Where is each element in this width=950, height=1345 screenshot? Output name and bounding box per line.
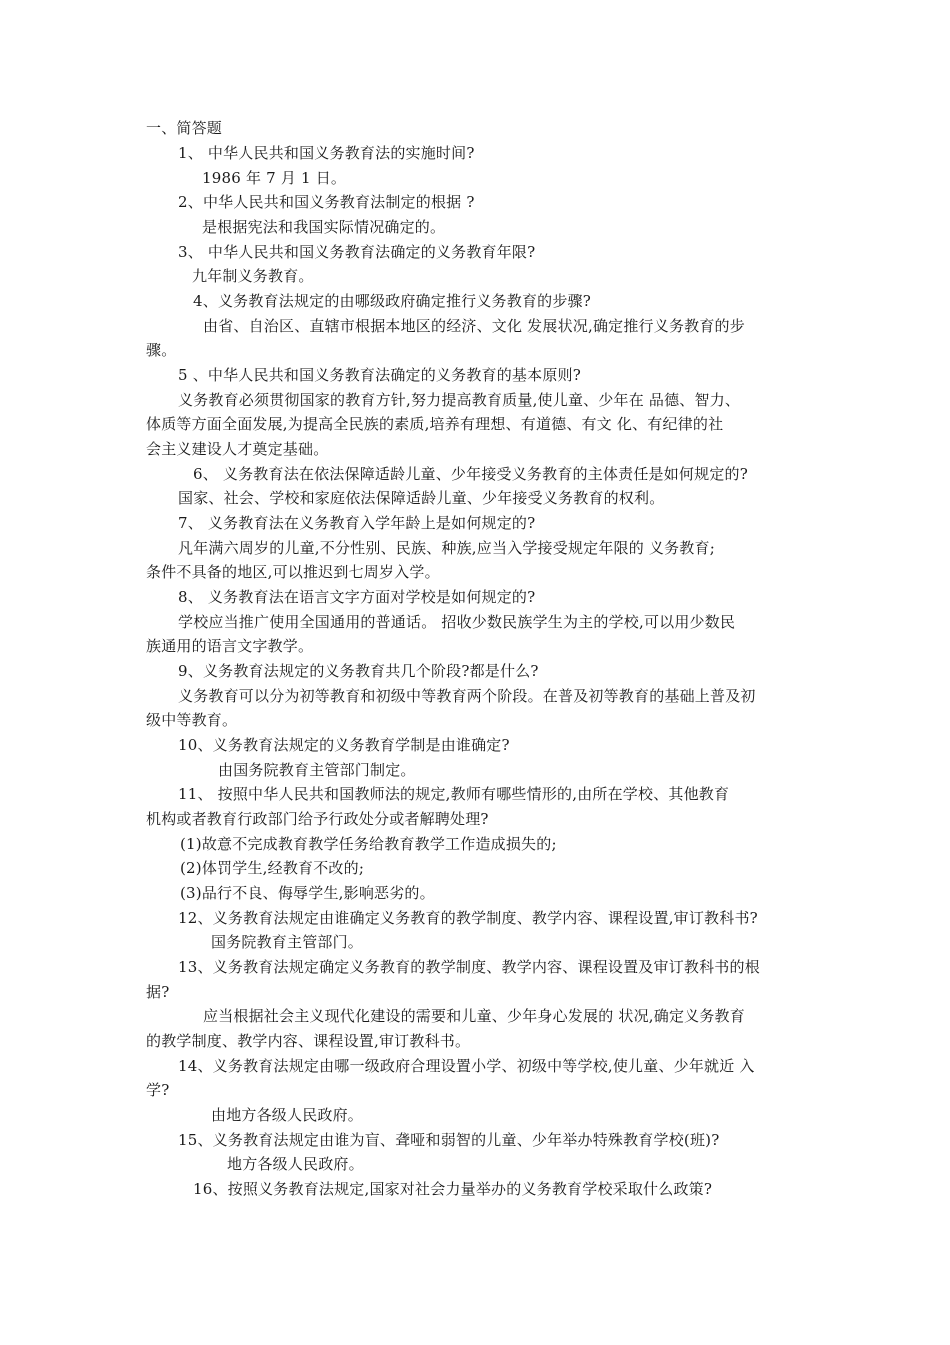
section-heading: 一、简答题: [146, 119, 223, 137]
answer-7-line-2: 条件不具备的地区,可以推迟到七周岁入学。: [146, 563, 440, 581]
question-2: 2、中华人民共和国义务教育法制定的根据 ?: [178, 193, 475, 211]
answer-5-line-2: 体质等方面全面发展,为提高全民族的素质,培养有理想、有道德、有文 化、有纪律的社: [146, 415, 724, 433]
question-13-line-1: 13、义务教育法规定确定义务教育的教学制度、教学内容、课程设置及审订教科书的根: [178, 958, 760, 976]
answer-14: 由地方各级人民政府。: [211, 1106, 364, 1124]
answer-8-line-1: 学校应当推广使用全国通用的普通话。 招收少数民族学生为主的学校,可以用少数民: [178, 613, 736, 631]
answer-3: 九年制义务教育。: [192, 267, 314, 285]
question-5: 5 、中华人民共和国义务教育法确定的义务教育的基本原则?: [178, 366, 581, 384]
question-11-line-2: 机构或者教育行政部门给予行政处分或者解聘处理?: [146, 810, 489, 828]
answer-1: 1986 年 7 月 1 日。: [202, 169, 347, 187]
question-8: 8、 义务教育法在语言文字方面对学校是如何规定的?: [178, 588, 536, 606]
question-10: 10、义务教育法规定的义务教育学制是由谁确定?: [178, 736, 510, 754]
question-15: 15、义务教育法规定由谁为盲、聋哑和弱智的儿童、少年举办特殊教育学校(班)?: [178, 1131, 720, 1149]
answer-6: 国家、社会、学校和家庭依法保障适龄儿童、少年接受义务教育的权利。: [178, 489, 665, 507]
question-6: 6、 义务教育法在依法保障适龄儿童、少年接受义务教育的主体责任是如何规定的?: [193, 465, 748, 483]
answer-11-item-1: (1)故意不完成教育教学任务给教育教学工作造成损失的;: [180, 835, 557, 853]
question-11-line-1: 11、 按照中华人民共和国教师法的规定,教师有哪些情形的,由所在学校、其他教育: [178, 785, 730, 803]
question-14-line-1: 14、义务教育法规定由哪一级政府合理设置小学、初级中等学校,使儿童、少年就近 入: [178, 1057, 755, 1075]
answer-2: 是根据宪法和我国实际情况确定的。: [202, 218, 446, 236]
answer-5-line-3: 会主义建设人才奠定基础。: [146, 440, 329, 458]
answer-9-line-1: 义务教育可以分为初等教育和初级中等教育两个阶段。在普及初等教育的基础上普及初: [178, 687, 756, 705]
answer-4-line-2: 骤。: [146, 341, 177, 359]
question-16: 16、按照义务教育法规定,国家对社会力量举办的义务教育学校采取什么政策?: [193, 1180, 713, 1198]
question-7: 7、 义务教育法在义务教育入学年龄上是如何规定的?: [178, 514, 536, 532]
answer-11-item-3: (3)品行不良、侮辱学生,影响恶劣的。: [180, 884, 435, 902]
question-1: 1、 中华人民共和国义务教育法的实施时间?: [178, 144, 475, 162]
answer-11-item-2: (2)体罚学生,经教育不改的;: [180, 859, 365, 877]
answer-15: 地方各级人民政府。: [227, 1155, 364, 1173]
answer-13-line-1: 应当根据社会主义现代化建设的需要和儿童、少年身心发展的 状况,确定义务教育: [203, 1007, 745, 1025]
question-9: 9、义务教育法规定的义务教育共几个阶段?都是什么?: [178, 662, 539, 680]
answer-9-line-2: 级中等教育。: [146, 711, 238, 729]
answer-13-line-2: 的教学制度、教学内容、课程设置,审订教科书。: [146, 1032, 471, 1050]
answer-4-line-1: 由省、自治区、直辖市根据本地区的经济、文化 发展状况,确定推行义务教育的步: [203, 317, 745, 335]
answer-8-line-2: 族通用的语言文字教学。: [146, 637, 314, 655]
question-3: 3、 中华人民共和国义务教育法确定的义务教育年限?: [178, 243, 536, 261]
question-13-line-2: 据?: [146, 983, 170, 1001]
answer-7-line-1: 凡年满六周岁的儿童,不分性别、民族、种族,应当入学接受规定年限的 义务教育;: [178, 539, 715, 557]
question-4: 4、义务教育法规定的由哪级政府确定推行义务教育的步骤?: [193, 292, 591, 310]
answer-12: 国务院教育主管部门。: [211, 933, 364, 951]
question-14-line-2: 学?: [146, 1081, 170, 1099]
question-12: 12、义务教育法规定由谁确定义务教育的教学制度、教学内容、课程设置,审订教科书?: [178, 909, 758, 927]
answer-5-line-1: 义务教育必须贯彻国家的教育方针,努力提高教育质量,使儿童、少年在 品德、智力、: [178, 391, 741, 409]
answer-10: 由国务院教育主管部门制定。: [218, 761, 416, 779]
